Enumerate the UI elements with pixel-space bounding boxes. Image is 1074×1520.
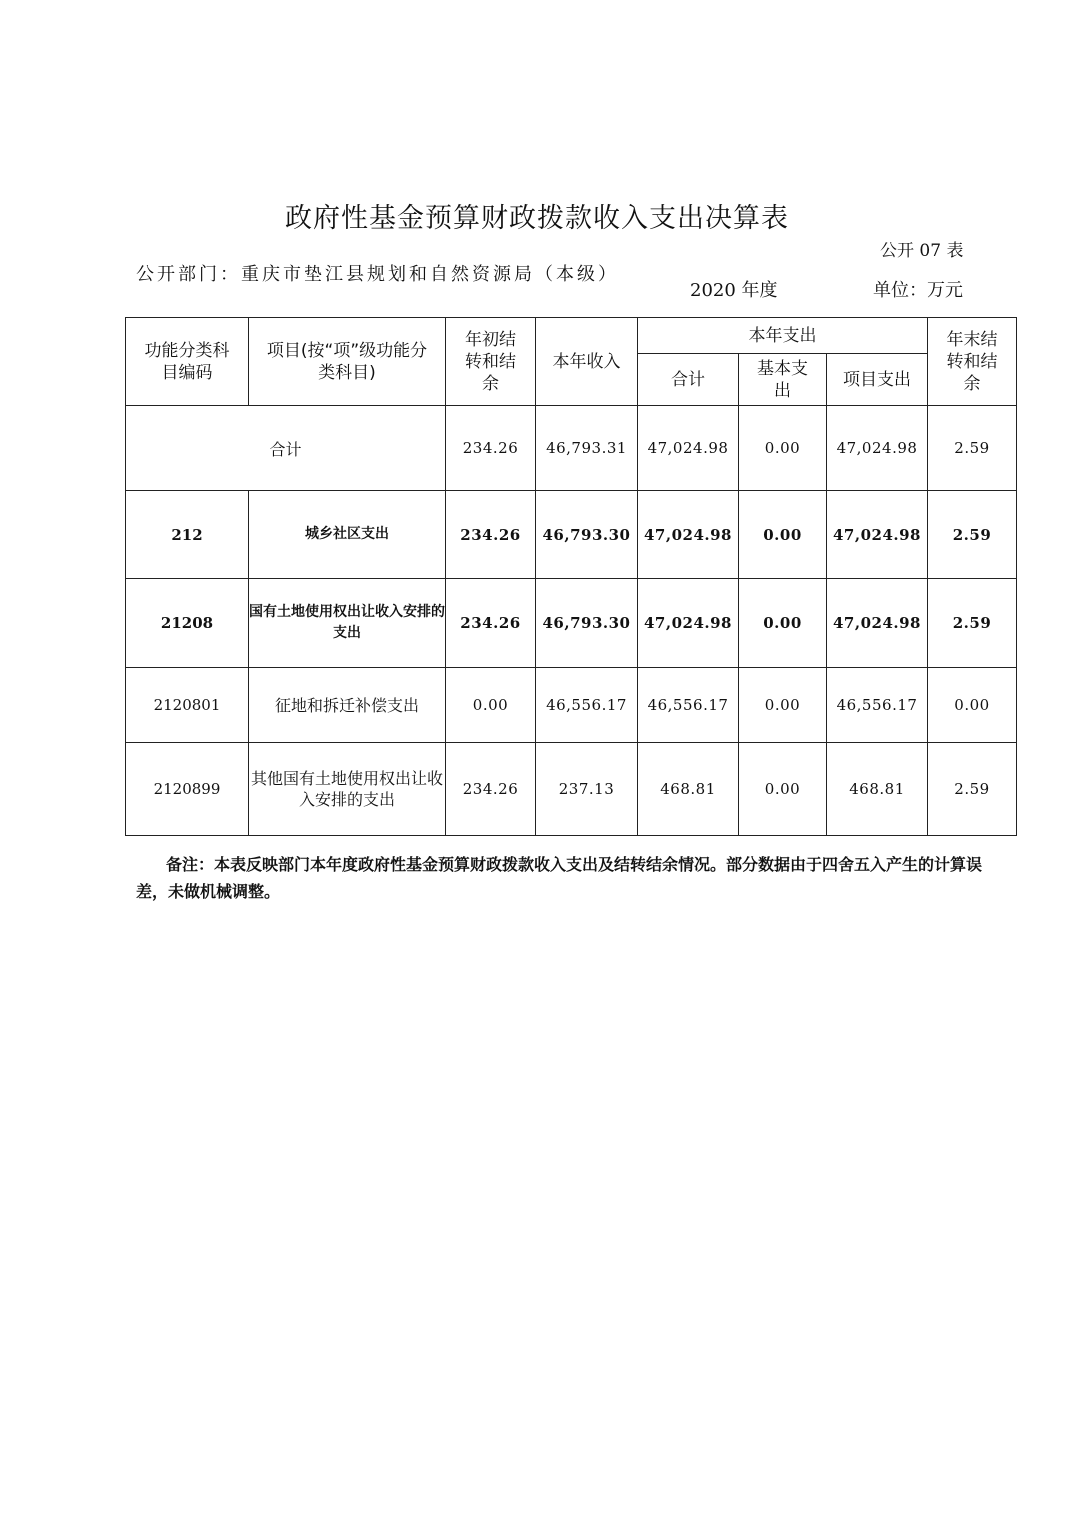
cell-project: 468.81	[827, 743, 928, 836]
cell-project: 46,556.17	[827, 668, 928, 743]
cell-income: 237.13	[536, 743, 638, 836]
budget-table	[125, 317, 1017, 836]
cell-begin: 234.26	[446, 491, 536, 579]
cell-income: 46,556.17	[536, 668, 638, 743]
header-expense-basic: 基本支出	[739, 354, 827, 406]
cell-basic: 0.00	[739, 579, 827, 668]
row-code: 21208	[126, 579, 249, 668]
header-begin-balance: 年初结转和结余	[446, 318, 536, 406]
table-row	[126, 668, 1017, 743]
cell-end: 2.59	[928, 491, 1017, 579]
unit-label: 单位：万元	[873, 280, 963, 301]
cell-begin: 234.26	[446, 406, 536, 491]
cell-basic: 0.00	[739, 743, 827, 836]
header-expense-total: 合计	[638, 354, 739, 406]
row-name: 合计	[126, 406, 446, 491]
cell-end: 2.59	[928, 406, 1017, 491]
header-item: 项目(按“项”级功能分类科目)	[249, 318, 446, 406]
department-label: 公开部门：重庆市垫江县规划和自然资源局（本级）	[136, 264, 619, 285]
cell-end: 2.59	[928, 743, 1017, 836]
row-name: 城乡社区支出	[249, 491, 446, 579]
header-code: 功能分类科目编码	[126, 318, 249, 406]
cell-total: 47,024.98	[638, 491, 739, 579]
cell-begin: 234.26	[446, 743, 536, 836]
table-row	[126, 491, 1017, 579]
page-title: 政府性基金预算财政拨款收入支出决算表	[285, 203, 789, 234]
row-name: 其他国有土地使用权出让收入安排的支出	[249, 743, 446, 836]
row-name: 征地和拆迁补偿支出	[249, 668, 446, 743]
header-expense-project: 项目支出	[827, 354, 928, 406]
header-income: 本年收入	[536, 318, 638, 406]
form-number: 公开 07 表	[880, 241, 964, 261]
cell-begin: 234.26	[446, 579, 536, 668]
cell-total: 47,024.98	[638, 579, 739, 668]
row-code: 2120801	[126, 668, 249, 743]
header-end-balance: 年末结转和结余	[928, 318, 1017, 406]
table-row	[126, 579, 1017, 668]
cell-begin: 0.00	[446, 668, 536, 743]
cell-end: 0.00	[928, 668, 1017, 743]
cell-end: 2.59	[928, 579, 1017, 668]
cell-basic: 0.00	[739, 406, 827, 491]
cell-project: 47,024.98	[827, 406, 928, 491]
cell-total: 46,556.17	[638, 668, 739, 743]
table-note: 备注：本表反映部门本年度政府性基金预算财政拨款收入支出及结转结余情况。部分数据由于四舍五入产生的计算误差，未做机械调整。	[136, 855, 983, 901]
cell-income: 46,793.30	[536, 491, 638, 579]
cell-total: 468.81	[638, 743, 739, 836]
cell-income: 46,793.30	[536, 579, 638, 668]
cell-project: 47,024.98	[827, 579, 928, 668]
cell-basic: 0.00	[739, 668, 827, 743]
cell-income: 46,793.31	[536, 406, 638, 491]
table-row	[126, 406, 1017, 491]
cell-total: 47,024.98	[638, 406, 739, 491]
fiscal-year: 2020 年度	[690, 280, 778, 301]
header-expense-group: 本年支出	[638, 318, 928, 354]
row-code: 2120899	[126, 743, 249, 836]
row-code: 212	[126, 491, 249, 579]
cell-project: 47,024.98	[827, 491, 928, 579]
table-row	[126, 743, 1017, 836]
row-name: 国有土地使用权出让收入安排的支出	[249, 579, 446, 668]
cell-basic: 0.00	[739, 491, 827, 579]
